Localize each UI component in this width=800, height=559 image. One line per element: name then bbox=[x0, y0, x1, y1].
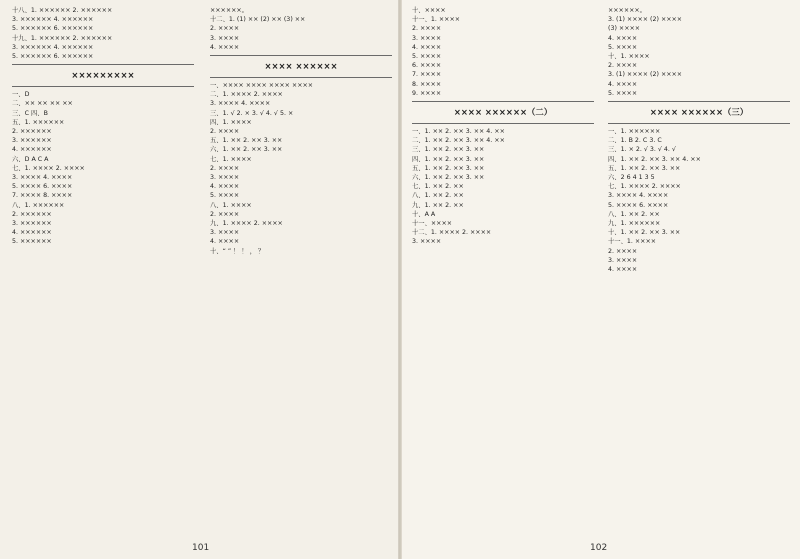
answer-line: 八、1. ×××× bbox=[210, 201, 252, 209]
answer-line: 二、×× ×× ×× ×× bbox=[12, 100, 73, 108]
answer-line: 3. ×××× 4. ×××× bbox=[12, 174, 73, 182]
section-rule bbox=[12, 64, 194, 65]
answer-line: 二、1. B 2. C 3. C bbox=[608, 137, 662, 145]
answer-line: 2. ×××× bbox=[608, 62, 638, 70]
answer-line: 3. ×××××× 4. ×××××× bbox=[12, 16, 94, 24]
left-page-column-1 bbox=[12, 6, 194, 526]
answer-line: 九、1. ×× 2. ×× bbox=[412, 201, 464, 209]
answer-line: 3. ×××× bbox=[210, 34, 240, 42]
left-page bbox=[0, 0, 398, 559]
answer-line: 十二、1. (1) ×× (2) ×× (3) ×× bbox=[210, 16, 306, 24]
answer-line: 一、×××× ×××× ×××× ×××× bbox=[210, 82, 314, 90]
answer-line: 5. ×××××× 6. ×××××× bbox=[12, 25, 94, 33]
answer-line: 三、1. ×× 2. ×× 3. ×× bbox=[412, 146, 485, 154]
answer-line: 六、1. ×× 2. ×× 3. ×× bbox=[412, 174, 485, 182]
answer-line: 3. ×××××× bbox=[12, 137, 52, 145]
right-page-column-1 bbox=[412, 6, 594, 526]
answer-line: 4. ×××× bbox=[210, 238, 240, 246]
answer-line: 四、1. ×× 2. ×× 3. ×× bbox=[412, 155, 485, 163]
answer-line: 九、1. ×××× 2. ×××× bbox=[210, 220, 283, 228]
answer-line: ××××××。 bbox=[210, 7, 248, 14]
answer-line: 二、1. ×××× 2. ×××× bbox=[210, 91, 283, 99]
answer-line: 八、1. ×× 2. ×× bbox=[412, 192, 464, 200]
answer-line: 4. ×××× bbox=[210, 183, 240, 191]
answer-line: 6. ×××× bbox=[412, 62, 442, 70]
answer-line: 3. ×××××× bbox=[12, 220, 52, 228]
answer-line: 十、1. ×××× bbox=[608, 53, 650, 61]
section-rule bbox=[608, 123, 790, 124]
answer-line: 3. (1) ×××× (2) ×××× bbox=[608, 16, 683, 24]
answer-line: 三、1. √ 2. × 3. √ 4. √ 5. × bbox=[210, 109, 294, 117]
answer-line: 一、1. ×××××× bbox=[608, 128, 661, 136]
answer-line: 2. ×××××× bbox=[12, 210, 52, 218]
answer-line: 4. ×××× bbox=[210, 43, 240, 51]
answer-line: 4. ×××× bbox=[608, 80, 638, 88]
answer-line: 十、1. ×× 2. ×× 3. ×× bbox=[608, 229, 681, 237]
answer-line: 3. ×××× bbox=[412, 34, 442, 42]
answer-line: 4. ×××× bbox=[412, 43, 442, 51]
answer-line: 5. ×××× 6. ×××× bbox=[12, 183, 73, 191]
right-page bbox=[402, 0, 800, 559]
answer-line: 5. ×××××× bbox=[12, 238, 52, 246]
answer-line: 2. ×××× bbox=[412, 25, 442, 33]
section-rule bbox=[412, 123, 594, 124]
answer-line: 十一、1. ×××× bbox=[412, 16, 461, 24]
answer-line: 5. ×××× bbox=[608, 89, 638, 97]
answer-line: 5. ×××× bbox=[210, 192, 240, 200]
section-rule bbox=[210, 55, 392, 56]
answer-line: 7. ×××× 8. ×××× bbox=[12, 192, 73, 200]
answer-line: 九、1. ×××××× bbox=[608, 220, 661, 228]
answer-line: 2. ×××× bbox=[210, 210, 240, 218]
answer-line: 十、×××× bbox=[412, 7, 446, 14]
answer-line: 四、1. ×× 2. ×× 3. ×× 4. ×× bbox=[608, 155, 701, 163]
answer-line: 3. ×××× bbox=[210, 174, 240, 182]
answer-line: 十一、×××× bbox=[412, 220, 452, 228]
answer-line: 八、1. ×× 2. ×× bbox=[608, 210, 660, 218]
answer-line: 8. ×××× bbox=[412, 80, 442, 88]
answer-line: 十二、1. ×××× 2. ×××× bbox=[412, 229, 492, 237]
answer-line: 十、“ ” ！ ！ ， ？ bbox=[210, 247, 265, 255]
answer-line: 十九、1. ×××××× 2. ×××××× bbox=[12, 34, 113, 42]
section-heading: ×××× ××××××（二） bbox=[453, 107, 553, 118]
answer-line: 五、1. ×× 2. ×× 3. ×× bbox=[412, 164, 485, 172]
answer-line: 3. ×××× 4. ×××× bbox=[210, 100, 271, 108]
answer-line: 三、1. × 2. √ 3. √ 4. √ bbox=[608, 146, 676, 154]
answer-line: 3. ×××× bbox=[412, 238, 442, 246]
section-heading: ×××× ×××××× bbox=[264, 61, 338, 72]
answer-line: 七、1. ×××× 2. ×××× bbox=[12, 164, 85, 172]
answer-line: 4. ×××××× bbox=[12, 146, 52, 154]
answer-line: 5. ×××××× 6. ×××××× bbox=[12, 53, 94, 61]
section-rule bbox=[608, 101, 790, 102]
answer-line: 五、1. ×× 2. ×× 3. ×× bbox=[608, 164, 681, 172]
answer-line: 4. ×××××× bbox=[12, 229, 52, 237]
answer-line: 三、C 四、B bbox=[12, 109, 48, 117]
answer-line: 2. ×××× bbox=[608, 247, 638, 255]
answer-line: 9. ×××× bbox=[412, 89, 442, 97]
page-number-left: 101 bbox=[192, 543, 210, 553]
answer-line: 3. ×××× 4. ×××× bbox=[608, 192, 669, 200]
page-number-right: 102 bbox=[590, 543, 608, 553]
answer-line: 2. ×××× bbox=[210, 128, 240, 136]
section-rule bbox=[12, 86, 194, 87]
answer-line: 七、1. ×××× bbox=[210, 155, 252, 163]
answer-line: 七、1. ×××× 2. ×××× bbox=[608, 183, 681, 191]
answer-line: 7. ×××× bbox=[412, 71, 442, 79]
answer-line: 五、1. ×× 2. ×× 3. ×× bbox=[210, 137, 283, 145]
answer-line: 十、A A bbox=[412, 210, 436, 218]
answer-line: 3. ×××× bbox=[210, 229, 240, 237]
section-rule bbox=[412, 101, 594, 102]
answer-line: 七、1. ×× 2. ×× bbox=[412, 183, 464, 191]
answer-line: 六、D A C A bbox=[12, 155, 49, 163]
section-heading: ×××× ××××××（三） bbox=[649, 107, 749, 118]
section-rule bbox=[210, 77, 392, 78]
left-page-column-2 bbox=[210, 6, 392, 526]
answer-line: 六、2 6 4 1 3 5 bbox=[608, 174, 655, 182]
answer-line: 4. ×××× bbox=[608, 266, 638, 274]
answer-line: 3. (1) ×××× (2) ×××× bbox=[608, 71, 683, 79]
answer-line: 二、1. ×× 2. ×× 3. ×× 4. ×× bbox=[412, 137, 505, 145]
answer-line: 八、1. ×××××× bbox=[12, 201, 65, 209]
answer-line: 四、1. ×××× bbox=[210, 118, 252, 126]
answer-line: 5. ×××× 6. ×××× bbox=[608, 201, 669, 209]
answer-line: 六、1. ×× 2. ×× 3. ×× bbox=[210, 146, 283, 154]
right-page-column-2 bbox=[608, 6, 790, 526]
section-heading: ××××××××× bbox=[71, 70, 135, 81]
answer-line: 2. ×××× bbox=[210, 25, 240, 33]
answer-line: 2. ×××××× bbox=[12, 128, 52, 136]
answer-line: 一、1. ×× 2. ×× 3. ×× 4. ×× bbox=[412, 128, 505, 136]
answer-line: ××××××。 bbox=[608, 7, 646, 14]
answer-line: 5. ×××× bbox=[608, 43, 638, 51]
answer-line: 4. ×××× bbox=[608, 34, 638, 42]
answer-line: 五、1. ×××××× bbox=[12, 118, 65, 126]
answer-line: (3) ×××× bbox=[608, 25, 641, 33]
answer-line: 3. ×××× bbox=[608, 256, 638, 264]
answer-line: 2. ×××× bbox=[210, 164, 240, 172]
answer-line: 3. ×××××× 4. ×××××× bbox=[12, 43, 94, 51]
answer-line: 5. ×××× bbox=[412, 53, 442, 61]
answer-line: 十一、1. ×××× bbox=[608, 238, 657, 246]
answer-line: 十八、1. ×××××× 2. ×××××× bbox=[12, 7, 113, 14]
answer-line: 一、D bbox=[12, 91, 30, 99]
